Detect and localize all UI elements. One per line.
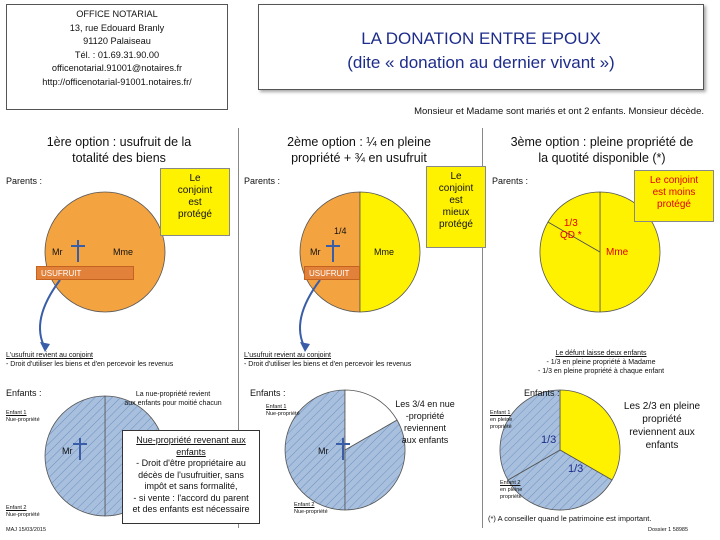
office-url: http://officenotarial-91001.notaires.fr/ [42, 76, 192, 87]
opt1-enfant2-sub: Nue-propriété [6, 512, 40, 518]
opt2-quarter-label: 1/4 [334, 226, 347, 236]
opt1-enfant1-name: Enfant 1 [6, 410, 27, 416]
opt1-heading-line2: totalité des biens [72, 151, 166, 165]
opt1-box-l5: impôt et sans formalité, [144, 481, 238, 491]
opt3-enfant2-name: Enfant 2 [500, 480, 521, 486]
title-line1: LA DONATION ENTRE EPOUX [361, 29, 601, 48]
opt3-parents-label: Parents : [492, 176, 529, 186]
opt3-callout-l3: protégé [657, 199, 691, 210]
opt2-child-mr-label: Mr [318, 446, 329, 456]
opt3-enfant1 [490, 410, 524, 431]
opt2-callout-l3: est [449, 195, 463, 206]
opt1-usufruit-note [6, 351, 236, 369]
opt1-parents-pie [45, 192, 165, 312]
office-phone: Tél. : 01.69.31.90.00 [74, 49, 160, 60]
opt2-usufruit-bar: USUFRUIT [304, 266, 360, 280]
opt1-child-left-half [45, 396, 105, 516]
office-name: OFFICE NOTARIAL [76, 9, 158, 19]
opt1-usufruit-note-l1: L'usufruit revient au conjoint [6, 352, 93, 359]
opt3-heading-line2: la quotité disponible (*) [538, 151, 666, 165]
opt3-mme-label: Mme [606, 247, 629, 258]
opt2-usufruit-note [244, 351, 480, 369]
opt1-callout [160, 168, 230, 236]
opt3-enfant1-name: Enfant 1 [490, 410, 511, 416]
opt2-parents-label: Parents : [244, 176, 281, 186]
opt2-callout-l4: mieux [442, 207, 470, 218]
opt3-qd-third: 1/3 [563, 218, 578, 229]
opt3-qd-label [560, 218, 582, 242]
opt1-mme-label: Mme [113, 247, 133, 257]
opt3-defunt-l2: - 1/3 en pleine propriété à Madame [546, 359, 656, 366]
opt1-nue-text [108, 390, 238, 408]
opt3-right-l2: propriété [642, 414, 682, 425]
opt1-box-l3: - Droit d'être propriétaire au [136, 458, 246, 468]
opt1-enfant2-name: Enfant 2 [6, 505, 27, 511]
office-city: 91120 Palaiseau [83, 36, 151, 47]
opt1-nue-box [122, 430, 260, 524]
opt2-usufruit-note-l2: - Droit d'utiliser les biens et d'en percevoir les revenus [244, 361, 412, 368]
opt2-right-l3: reviennent [403, 423, 447, 433]
opt2-enfants-label: Enfants : [250, 388, 286, 398]
office-street: 13, rue Edouard Branly [69, 22, 165, 33]
opt2-heading [246, 134, 472, 166]
opt2-enfant2-name: Enfant 2 [294, 502, 315, 508]
opt3-defunt-l1: Le défunt laisse deux enfants [555, 350, 647, 357]
opt3-callout-l1: Le conjoint [649, 175, 699, 186]
opt3-callout-l2: est moins [652, 187, 696, 198]
opt1-enfants-label: Enfants : [6, 388, 42, 398]
opt1-enfant1 [6, 410, 40, 424]
opt1-callout-l1: Le [189, 173, 201, 184]
opt3-defunt-l3: - 1/3 en pleine propriété à chaque enfant [537, 368, 665, 375]
opt1-callout-l3: est [188, 197, 202, 208]
opt2-enfant2-sub: Nue-propriété [294, 509, 328, 515]
opt1-heading [6, 134, 232, 166]
opt1-callout-l2: conjoint [177, 185, 213, 196]
opt1-box-l6: - si vente : l'accord du parent [133, 492, 249, 503]
opt3-defunt-note [488, 349, 714, 376]
opt3-note: (*) A conseiller quand le patrimoine est important. [488, 514, 652, 523]
opt1-box-l7: et des enfants est nécessaire [132, 504, 250, 514]
opt3-enfants-label: Enfants : [524, 388, 560, 398]
opt1-child-mr-label: Mr [62, 446, 73, 456]
opt2-usufruit-note-l1: L'usufruit revient au conjoint [244, 352, 331, 359]
opt3-right-l3: reviennent aux [629, 427, 695, 438]
opt3-qd-text: QD * [560, 230, 582, 241]
opt3-right-l1: Les 2/3 en pleine [623, 401, 701, 412]
title-line2: (dite « donation au dernier vivant ») [347, 53, 615, 72]
opt3-enfant1-sub: en pleine propriété [490, 417, 513, 430]
opt3-third-b: 1/3 [568, 463, 584, 475]
opt2-heading-line2: propriété + ¾ en usufruit [291, 151, 427, 165]
opt2-parents-left [300, 192, 360, 312]
opt2-right-l4: aux enfants [401, 435, 449, 445]
opt1-box-l1: Nue-propriété revenant aux [136, 435, 246, 445]
opt2-enfant1-sub: Nue-propriété [266, 411, 300, 417]
opt2-callout-l2: conjoint [438, 183, 474, 194]
opt1-enfant2 [6, 505, 40, 519]
intro-text: Monsieur et Madame sont mariés et ont 2 enfants. Monsieur décède. [414, 106, 704, 117]
opt1-box-l4: décès de l'usufruitier, sans [138, 469, 244, 480]
opt1-callout-l4: protégé [178, 209, 212, 220]
opt2-enfant1 [266, 404, 300, 418]
opt2-right-text [380, 398, 470, 446]
opt1-usufruit-note-l2: - Droit d'utiliser les biens et d'en percevoir les revenus [6, 361, 174, 368]
opt3-heading-line1: 3ème option : pleine propriété de [510, 135, 694, 149]
opt1-nue-text-l2: aux enfants pour moitié chacun [124, 400, 222, 407]
opt1-heading-line1: 1ère option : usufruit de la [46, 135, 192, 149]
opt1-box-l2: enfants [176, 446, 206, 457]
opt1-parents-label: Parents : [6, 176, 43, 186]
opt2-heading-line1: 2ème option : ¼ en pleine [287, 135, 431, 149]
opt2-enfant2 [294, 502, 328, 516]
opt3-right-text [614, 400, 710, 452]
opt2-right-l2: -propriété [405, 411, 445, 421]
opt2-right-l1: Les 3/4 en nue [395, 399, 455, 409]
opt3-enfant2-sub: en pleine propriété [500, 487, 523, 500]
opt3-heading [488, 134, 716, 166]
opt1-usufruit-bar: USUFRUIT [36, 266, 134, 280]
opt2-callout-l1: Le [450, 171, 462, 182]
opt1-enfant1-sub: Nue-propriété [6, 417, 40, 423]
opt1-nue-text-l1: La nue-propriété revient [135, 391, 211, 398]
office-email: officenotarial.91001@notaires.fr [51, 63, 183, 74]
opt2-enfant1-name: Enfant 1 [266, 404, 287, 410]
opt2-mr-label: Mr [310, 247, 321, 257]
opt3-third-a: 1/3 [541, 434, 557, 446]
opt3-right-l4: enfants [645, 440, 679, 451]
opt3-enfant2 [500, 480, 536, 501]
opt2-mme-label: Mme [374, 247, 394, 257]
opt2-callout-l5: protégé [439, 219, 473, 230]
opt2-callout [426, 166, 486, 248]
opt1-mr-label: Mr [52, 247, 63, 257]
opt3-callout [634, 170, 714, 222]
opt1-footer: MAJ 15/03/2015 [6, 527, 47, 533]
opt3-footer: Dossier 1 58985 [648, 527, 689, 533]
